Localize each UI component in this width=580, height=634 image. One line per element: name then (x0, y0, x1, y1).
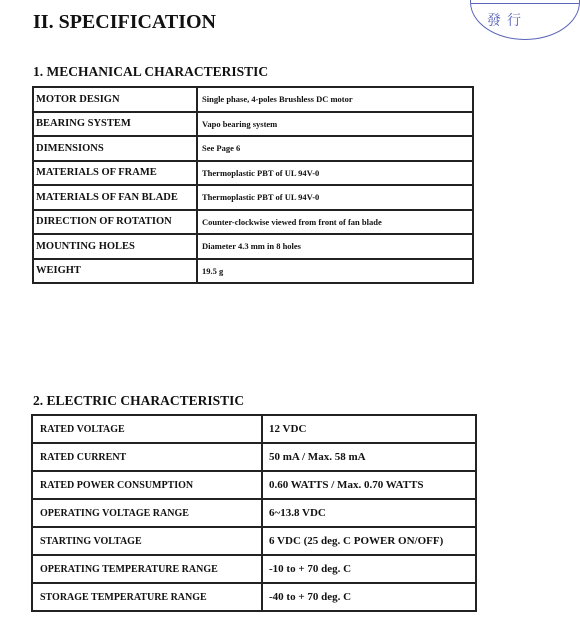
table-row (33, 112, 473, 137)
stamp-divider (471, 3, 579, 4)
table-row (33, 185, 473, 210)
electric-table (31, 414, 477, 612)
mech-value-mounting-holes: Diameter 4.3 mm in 8 holes (197, 234, 473, 259)
table-row (33, 161, 473, 186)
page-title: II. SPECIFICATION (33, 11, 216, 33)
mechanical-table (32, 86, 474, 284)
mech-label-blade-material: MATERIALS OF FAN BLADE (33, 185, 197, 210)
elec-value-rated-voltage: 12 VDC (262, 415, 476, 443)
mech-value-frame-material: Thermoplastic PBT of UL 94V-0 (197, 161, 473, 186)
mechanical-section-title: 1. MECHANICAL CHARACTERISTIC (33, 64, 269, 79)
elec-label-rated-current: RATED CURRENT (32, 443, 262, 471)
mech-label-bearing-system: BEARING SYSTEM (33, 112, 197, 137)
table-row (33, 136, 473, 161)
elec-value-storage-temp: -40 to + 70 deg. C (262, 583, 476, 611)
mech-value-motor-design: Single phase, 4-poles Brushless DC motor (197, 87, 473, 112)
elec-value-operating-temp: -10 to + 70 deg. C (262, 555, 476, 583)
table-row (33, 87, 473, 112)
table-row (32, 527, 476, 555)
table-row (33, 210, 473, 235)
mech-value-bearing-system: Vapo bearing system (197, 112, 473, 137)
mech-value-blade-material: Thermoplastic PBT of UL 94V-0 (197, 185, 473, 210)
mech-label-frame-material: MATERIALS OF FRAME (33, 161, 197, 186)
elec-value-rated-current: 50 mA / Max. 58 mA (262, 443, 476, 471)
stamp-text: 發行 (487, 13, 527, 29)
mech-value-dimensions: See Page 6 (197, 136, 473, 161)
elec-label-rated-voltage: RATED VOLTAGE (32, 415, 262, 443)
table-row (32, 415, 476, 443)
elec-label-operating-voltage: OPERATING VOLTAGE RANGE (32, 499, 262, 527)
mech-label-mounting-holes: MOUNTING HOLES (33, 234, 197, 259)
mech-label-weight: WEIGHT (33, 259, 197, 284)
elec-label-storage-temp: STORAGE TEMPERATURE RANGE (32, 583, 262, 611)
table-row (32, 583, 476, 611)
mech-value-rotation: Counter-clockwise viewed from front of fan blade (197, 210, 473, 235)
table-row (33, 259, 473, 284)
elec-label-operating-temp: OPERATING TEMPERATURE RANGE (32, 555, 262, 583)
table-row (33, 234, 473, 259)
stamp-date (485, 0, 550, 1)
mech-label-motor-design: MOTOR DESIGN (33, 87, 197, 112)
issue-stamp (470, 0, 580, 40)
elec-value-power-consumption: 0.60 WATTS / Max. 0.70 WATTS (262, 471, 476, 499)
mech-value-weight: 19.5 g (197, 259, 473, 284)
elec-label-power-consumption: RATED POWER CONSUMPTION (32, 471, 262, 499)
mech-label-dimensions: DIMENSIONS (33, 136, 197, 161)
table-row (32, 443, 476, 471)
table-row (32, 471, 476, 499)
table-row (32, 555, 476, 583)
electric-section-title: 2. ELECTRIC CHARACTERISTIC (33, 393, 245, 408)
mech-label-rotation: DIRECTION OF ROTATION (33, 210, 197, 235)
elec-value-operating-voltage: 6~13.8 VDC (262, 499, 476, 527)
elec-label-starting-voltage: STARTING VOLTAGE (32, 527, 262, 555)
elec-value-starting-voltage: 6 VDC (25 deg. C POWER ON/OFF) (262, 527, 476, 555)
table-row (32, 499, 476, 527)
